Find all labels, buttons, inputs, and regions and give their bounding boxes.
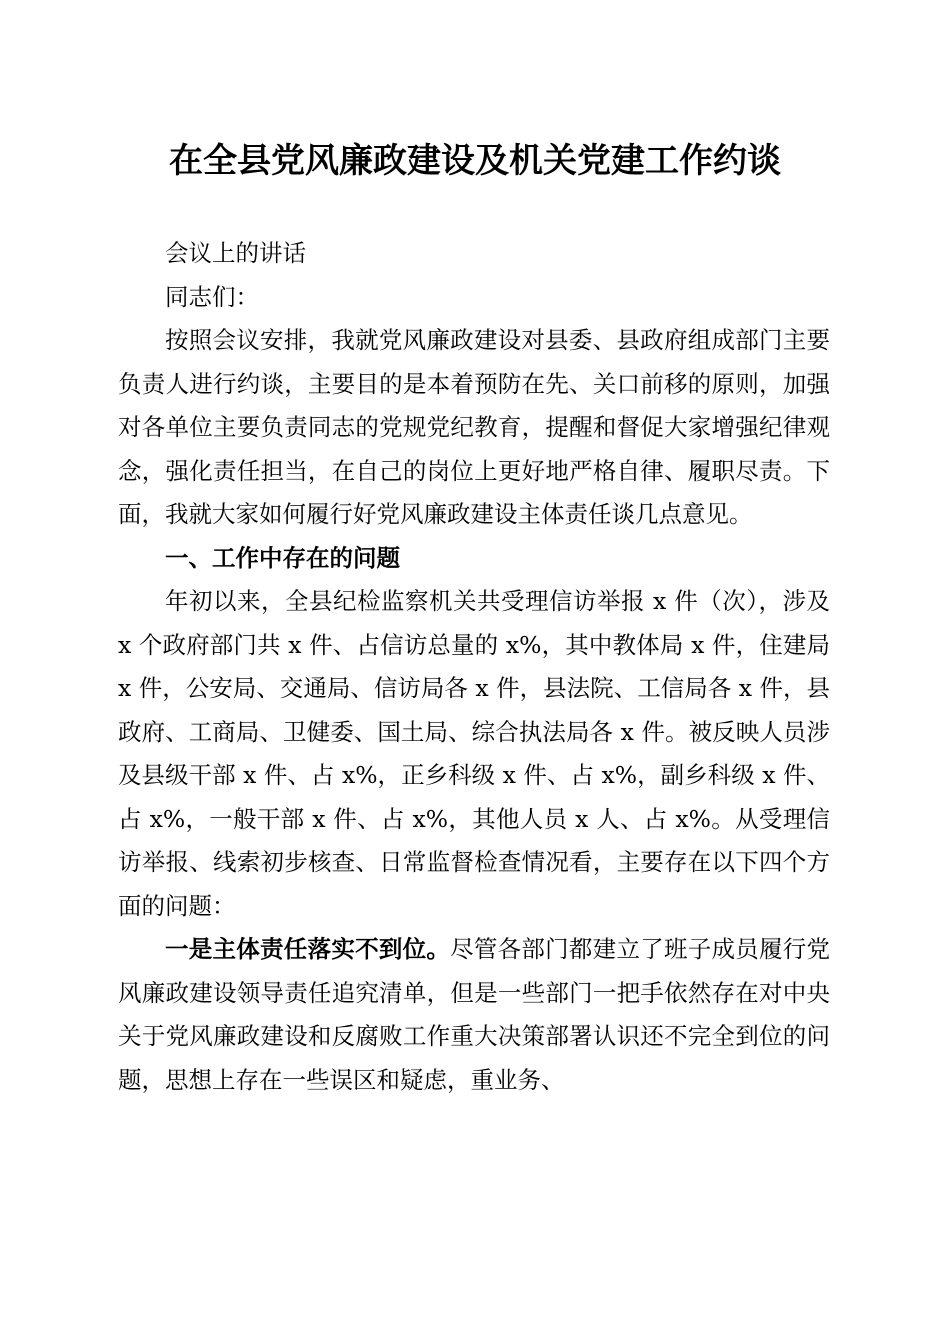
section-paragraph: 年初以来，全县纪检监察机关共受理信访举报 x 件（次），涉及 x 个政府部门共 x 件、占信访总量的 x%，其中教体局 x 件，住建局 x 件，公安局、交通局、信访局各 x 件，县法院、工信局各 x 件，县政府、工商局、卫健委、国土局、综合执法局各 x 件。被反映人员涉及县级干部 x 件、占 x%，正乡科级 x 件、占 x%，副乡科级 x 件、占 x%，一般干部 x 件、占 x%，其他人员 x 人、占 x%。从受理信访举报、线索初步核查、日常监督检查情况看，主要存在以下四个方面的问题： (118, 587, 830, 920)
section-heading: 一、工作中存在的问题 (165, 543, 400, 572)
document-body (118, 232, 830, 1102)
salutation: 同志们： (165, 282, 259, 311)
point-paragraph (118, 928, 830, 1102)
point-lead: 一是主体责任落实不到位。 (165, 935, 451, 963)
subtitle: 会议上的讲话 (165, 239, 306, 267)
intro-paragraph: 按照会议安排，我就党风廉政建设对县委、县政府组成部门主要负责人进行约谈，主要目的是本着预防在先、关口前移的原则，加强对各单位主要负责同志的党规党纪教育，提醒和督促大家增强纪律观念，强化责任担当，在自己的岗位上更好地严格自律、履职尽责。下面，我就大家如何履行好党风廉政建设主体责任谈几点意见。 (118, 326, 830, 528)
document-title: 在全县党风廉政建设及机关党建工作约谈 (169, 141, 781, 181)
point-text: 尽管各部门都建立了班子成员履行党风廉政建设领导责任追究清单，但是一些部门一把手依然存在对中央关于党风廉政建设和反腐败工作重大决策部署认识还不完全到位的问题，思想上存在一些误区和疑虑，重业务、 (118, 935, 831, 1094)
